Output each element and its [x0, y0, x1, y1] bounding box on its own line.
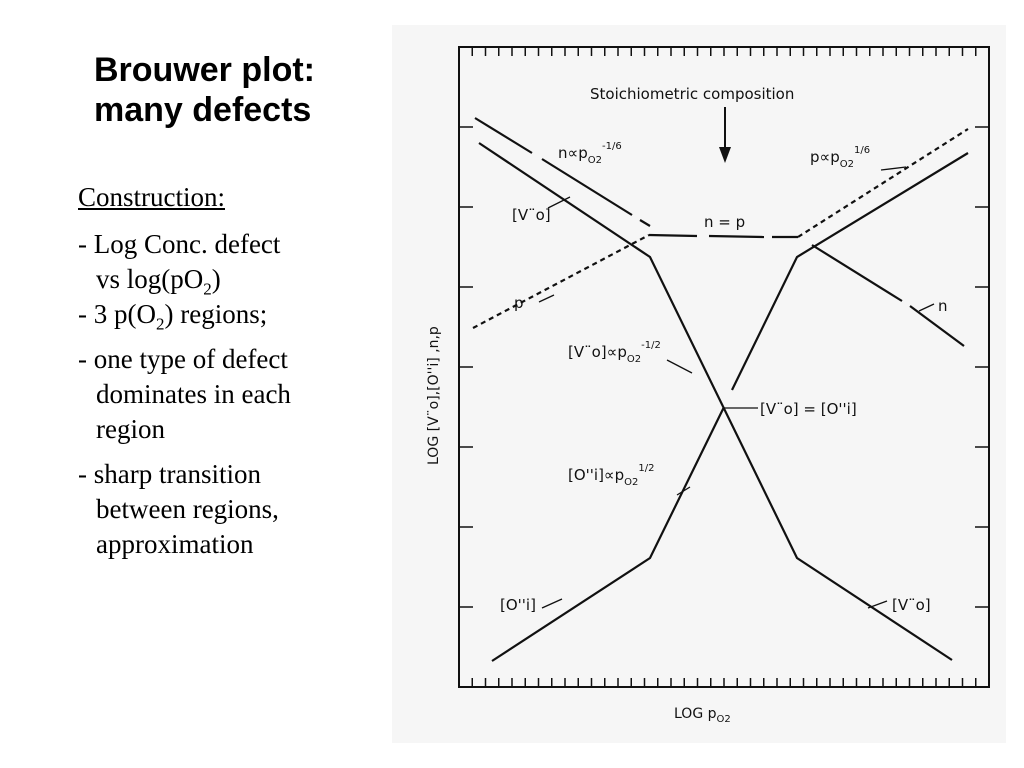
n-line-seg1 — [475, 118, 532, 153]
note-regions: - 3 $p(O_2)$ regions; — [78, 299, 268, 334]
n-sixth-label: $n\propto p_{O2}^{-1/6}$ — [558, 141, 622, 166]
n-right-seg1 — [812, 245, 902, 301]
n-line-seg3 — [640, 220, 650, 226]
n-right-seg2 — [910, 306, 964, 346]
title-line-2: many defects — [94, 91, 312, 129]
note-sharp-transition: - sharp transition between regions, approximation — [78, 459, 279, 559]
y-axis-label: LOG [V¨o],[O''i] ,n,p — [426, 326, 442, 465]
notes-heading: Construction: — [78, 182, 225, 212]
oi-half-label: $[O''i]\propto p_{O2}^{1/2}$ — [568, 463, 655, 488]
brouwer-diagram — [392, 25, 1006, 743]
brouwer-diagram-svg — [392, 25, 1006, 743]
n-label: n — [938, 297, 948, 315]
equal-label: [V¨o] = [O''i] — [760, 400, 857, 418]
p-line-left — [473, 235, 649, 328]
title-line-1: Brouwer plot: — [94, 51, 315, 89]
vo-right-label: [V¨o] — [892, 596, 931, 614]
note-log-conc-line2: vs $\log(pO_2)$ — [96, 264, 221, 299]
p-sixth-label: $p\propto p_{O2}^{1/6}$ — [810, 145, 871, 170]
p-line-right — [798, 129, 968, 237]
n-equals-p-label: n = p — [704, 213, 746, 231]
np-line-a — [649, 235, 697, 236]
oi-line-low — [492, 407, 724, 661]
n-line-seg2 — [542, 159, 632, 215]
vo-half-label: $[V¨o]\propto p_{O2}^{-1/2}$ — [568, 340, 661, 365]
vo-left-label: [V¨o] — [512, 206, 551, 224]
note-log-conc-line1: - Log Conc. defect — [78, 229, 281, 259]
stoichiometric-label: Stoichiometric composition — [590, 85, 795, 103]
x-axis-label: LOG $p_{O2}$ — [674, 706, 731, 725]
leader-lines — [539, 167, 934, 608]
oi-left-label: [O''i] — [500, 596, 536, 614]
oi-line-high — [732, 153, 968, 390]
np-line-b — [709, 236, 764, 237]
slide-title — [94, 50, 384, 130]
note-log-conc — [78, 227, 378, 297]
p-label: p — [514, 294, 524, 312]
note-one-type: - one type of defect dominates in each region — [78, 344, 291, 444]
defect-lines — [473, 118, 968, 661]
stoichiometric-arrowhead — [719, 147, 731, 163]
construction-notes — [78, 180, 378, 562]
